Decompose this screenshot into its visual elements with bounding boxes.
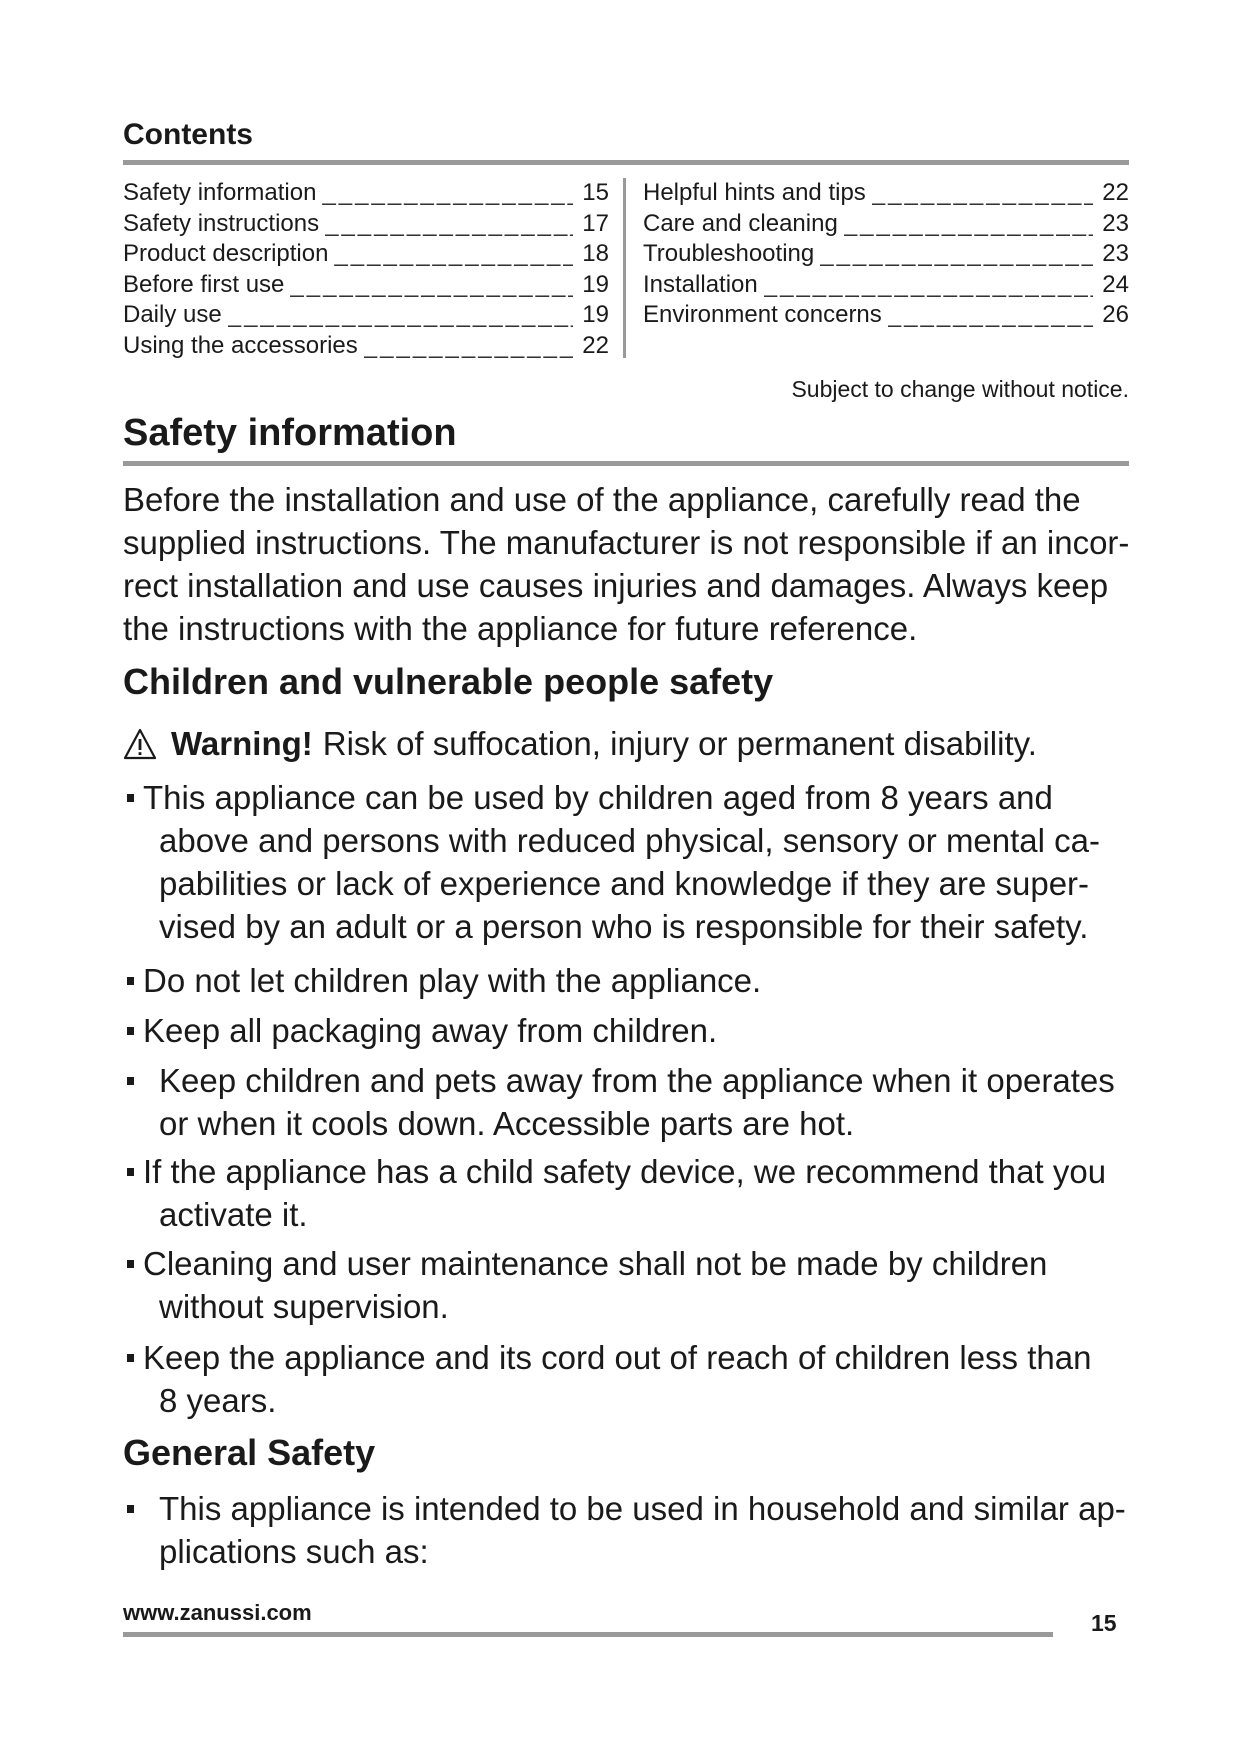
general-safety-heading: General Safety [123,1432,376,1473]
paragraph-line: the instructions with the appliance for future reference. [123,610,918,647]
warning-label: Warning! [171,725,313,762]
toc-entry[interactable]: Safety information _____ 15 [123,178,609,209]
paragraph-line: supplied instructions. The manufacturer is not responsible if an incor- [123,524,1130,561]
toc-left-column [123,178,609,361]
toc-entry[interactable]: Safety instructions _____ 17 [123,209,609,240]
paragraph-line: rect installation and use causes injuries and damages. Always keep [123,567,1109,604]
footer-rule [123,1632,1053,1637]
bullet-marker [127,977,134,985]
toc-entry[interactable]: Care and cleaning _____ 23 [643,209,1129,240]
toc-entry[interactable]: Daily use _____ 19 [123,300,609,331]
page-number: 15 [1091,1610,1117,1636]
list-item: Keep children and pets away from the appliance when it operates or when it cools down. Accessible parts are hot. [123,1059,1133,1145]
paragraph-line: Before the installation and use of the appliance, carefully read the [123,481,1081,518]
toc-entry[interactable]: Before first use _____ 19 [123,270,609,301]
safety-divider-rule [123,461,1129,466]
list-item: Cleaning and user maintenance shall not be made by children without supervision. [123,1242,1133,1328]
bullet-marker [127,794,134,802]
toc-right-column [643,178,1129,331]
toc-entry[interactable]: Troubleshooting _____ 23 [643,239,1129,270]
list-item: Keep the appliance and its cord out of reach of children less than 8 years. [123,1336,1133,1422]
safety-information-heading: Safety information [123,412,457,454]
children-safety-heading: Children and vulnerable people safety [123,661,774,702]
list-item: Do not let children play with the appliance. [123,959,1133,1002]
bullet-marker [127,1077,134,1085]
warning-notice [123,722,1037,765]
footer-website-link[interactable]: www.zanussi.com [123,1600,312,1625]
change-notice: Subject to change without notice. [791,376,1129,402]
list-item: This appliance is intended to be used in household and similar ap- plications such as: [123,1487,1133,1573]
toc-entry[interactable]: Using the accessories _____ 22 [123,331,609,362]
bullet-marker [127,1505,134,1513]
bullet-marker [127,1027,134,1035]
warning-text: Risk of suffocation, injury or permanent disability. [322,725,1037,762]
toc-entry[interactable]: Environment concerns _____ 26 [643,300,1129,331]
bullet-marker [127,1168,134,1176]
bullet-marker [127,1354,134,1362]
contents-heading: Contents [123,118,253,151]
contents-divider-rule [123,160,1129,165]
list-item: If the appliance has a child safety device, we recommend that you activate it. [123,1150,1133,1236]
toc-column-divider [623,178,626,358]
safety-intro-paragraph [123,478,1133,650]
toc-entry[interactable]: Helpful hints and tips _____ 22 [643,178,1129,209]
toc-entry[interactable]: Installation _____ 24 [643,270,1129,301]
toc-entry[interactable]: Product description _____ 18 [123,239,609,270]
warning-triangle-icon [123,728,157,760]
bullet-marker [127,1260,134,1268]
list-item: This appliance can be used by children aged from 8 years and above and persons with reduced physical, sensory or mental ca- pabilities or lack of experience and knowledge if they are super- vised by an adult or a person who is responsible for their safety. [123,776,1133,948]
list-item: Keep all packaging away from children. [123,1009,1133,1052]
